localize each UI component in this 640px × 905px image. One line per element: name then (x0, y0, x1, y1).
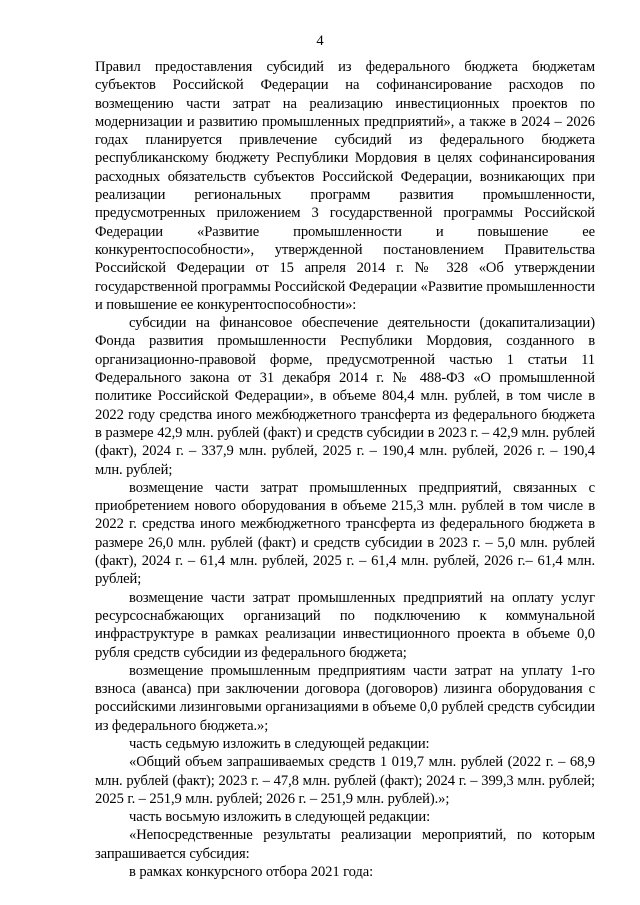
paragraph-9: «Непосредственные результаты реализации мероприятий, по которым запрашивается субсидия: (95, 827, 595, 862)
paragraph-2: субсидии на финансовое обеспечение деятельности (докапитализации) Фонда развития промышленности Республики Мордовия, созданного в организационно-правовой форме, предусмотренной частью 1 статьи 11 Федерального закона от 31 декабря 2014 г. № 488-ФЗ «О промышленной политике Российской Федерации», в объеме 804,4 млн. рублей, в том числе в 2022 году средства иного межбюджетного трансферта из федерального бюджета в размере 42,9 млн. рублей (факт) и средств субсидии в 2023 г. – 42,9 млн. рублей (факт), 2024 г. – 337,9 млн. рублей, 2025 г. – 190,4 млн. рублей, 2026 г. – 190,4 млн. рублей; (95, 315, 595, 478)
paragraph-10: в рамках конкурсного отбора 2021 года: (129, 864, 374, 881)
paragraph-1: Правил предоставления субсидий из федерального бюджета бюджетам субъектов Российской Федерации на софинансирование расходов по возмещению части затрат на реализацию инвестиционных проектов по модернизации и развитию промышленных предприятий», а также в 2024 – 2026 годах планируется привлечение субсидий из федерального бюджета республиканскому бюджету Республики Мордовия в целях софинансирования расходных обязательств субъектов Российской Федерации, возникающих при реализации региональных программ развития промышленности, предусмотренных приложением 3 государственной программы Российской Федерации «Развитие промышленности и повышение ее конкурентоспособности», утвержденной постановлением Правительства Российской Федерации от 15 апреля 2014 г. № 328 «Об утверждении государственной программы Российской Федерации «Развитие промышленности и повышение ее конкурентоспособности»: (95, 59, 595, 313)
paragraph-4: возмещение части затрат промышленных предприятий на оплату услуг ресурсоснабжающих организаций по подключению к коммунальной инфраструктуре в рамках реализации инвестиционного проекта в объеме 0,0 рубля средств субсидии из федерального бюджета; (95, 589, 595, 661)
page-number: 4 (316, 33, 324, 49)
paragraph-6: часть седьмую изложить в следующей редакции: (129, 735, 430, 752)
document-body (95, 58, 595, 881)
paragraph-7: «Общий объем запрашиваемых средств 1 019,7 млн. рублей (2022 г. – 68,9 млн. рублей (факт); 2023 г. – 47,8 млн. рублей (факт); 2024 г. – 399,3 млн. рублей; 2025 г. – 251,9 млн. рублей; 2026 г. – 251,9 млн. рублей).»; (95, 754, 595, 807)
paragraph-3: возмещение части затрат промышленных предприятий, связанных с приобретением нового оборудования в объеме 215,3 млн. рублей в том числе в 2022 г. средства иного межбюджетного трансферта из федерального бюджета в размере 26,0 млн. рублей (факт) и средств субсидии в 2023 г. – 5,0 млн. рублей (факт), 2024 г. – 61,4 млн. рублей, 2025 г. – 61,4 млн. рублей, 2026 г.– 61,4 млн. рублей; (95, 479, 595, 588)
paragraph-8: часть восьмую изложить в следующей редакции: (129, 809, 431, 826)
paragraph-5: возмещение промышленным предприятиям части затрат на уплату 1-го взноса (аванса) при заключении договора (договоров) лизинга оборудования с российскими лизинговыми организациями в объеме 0,0 рублей средств субсидии из федерального бюджета.»; (95, 662, 595, 734)
